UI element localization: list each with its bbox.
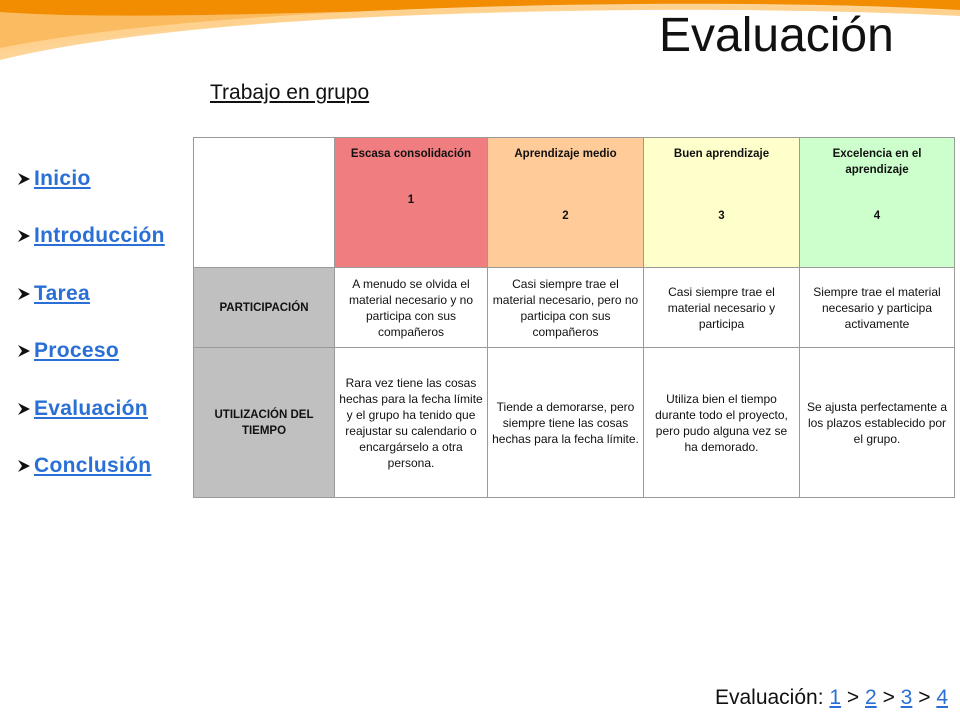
rubric-cell: Casi siempre trae el material necesario y participa: [644, 268, 800, 348]
page-link-3[interactable]: 3: [900, 686, 913, 709]
level-3-header: [644, 138, 800, 268]
rubric-cell: A menudo se olvida el material necesario y no participa con sus compañeros: [335, 268, 488, 348]
arrow-bullet-icon: [16, 458, 32, 474]
rubric-cell: Tiende a demorarse, pero siempre tiene las cosas hechas para la fecha límite.: [488, 348, 644, 498]
pagination-separator: >: [882, 686, 895, 709]
pagination-label: Evaluación:: [714, 686, 824, 709]
page-link-4[interactable]: 4: [936, 686, 948, 709]
nav-item-evaluacion: [16, 380, 165, 438]
level-score: 2: [562, 210, 569, 222]
rubric-cell: Casi siempre trae el material necesario, pero no participa con sus compañeros: [488, 268, 644, 348]
nav-link-tarea[interactable]: Tarea: [34, 281, 90, 305]
rubric-cell: Rara vez tiene las cosas hechas para la fecha límite y el grupo ha tenido que reajustar su calendario o encargárselo a otra persona.: [335, 348, 488, 498]
page-subtitle: Trabajo en grupo: [210, 81, 370, 104]
level-score: 4: [873, 210, 881, 222]
nav-link-inicio[interactable]: Inicio: [34, 166, 91, 190]
nav-item-inicio: [16, 150, 165, 208]
page-link-2[interactable]: 2: [865, 686, 877, 709]
nav-link-evaluacion[interactable]: Evaluación: [34, 396, 148, 420]
level-2-header: [488, 138, 644, 268]
level-label: Escasa consolidación: [350, 148, 472, 160]
level-4-header: [800, 138, 955, 268]
side-nav: [16, 150, 165, 495]
level-label: Excelencia en el aprendizaje: [832, 148, 922, 176]
level-score: 1: [407, 194, 415, 206]
nav-item-proceso: [16, 323, 165, 381]
nav-item-tarea: [16, 265, 165, 323]
level-score: 3: [718, 210, 725, 222]
nav-link-conclusion[interactable]: Conclusión: [34, 454, 152, 478]
pagination-separator: >: [918, 686, 931, 709]
nav-link-proceso[interactable]: Proceso: [34, 339, 119, 363]
rubric-corner-cell: [194, 138, 335, 268]
rubric-row-tiempo: [194, 348, 955, 498]
level-1-header: [335, 138, 488, 268]
arrow-bullet-icon: [16, 228, 32, 244]
page-pagination: [715, 686, 948, 710]
page-link-1[interactable]: 1: [829, 686, 842, 709]
arrow-bullet-icon: [16, 171, 32, 187]
nav-item-introduccion: [16, 208, 165, 266]
arrow-bullet-icon: [16, 286, 32, 302]
criterion-cell: UTILIZACIÓN DEL TIEMPO: [194, 348, 335, 498]
rubric-header-row: [194, 138, 955, 268]
criterion-cell: PARTICIPACIÓN: [194, 268, 335, 348]
page-title: Evaluación: [659, 9, 894, 62]
rubric-cell: Se ajusta perfectamente a los plazos establecido por el grupo.: [800, 348, 955, 498]
nav-link-introduccion[interactable]: Introducción: [34, 224, 165, 248]
rubric-cell: Utiliza bien el tiempo durante todo el proyecto, pero pudo alguna vez se ha demorado.: [644, 348, 800, 498]
level-label: Aprendizaje medio: [514, 148, 617, 160]
nav-item-conclusion: [16, 438, 165, 496]
pagination-separator: >: [846, 686, 860, 709]
rubric-row-participacion: [194, 268, 955, 348]
rubric-cell: Siempre trae el material necesario y participa activamente: [800, 268, 955, 348]
arrow-bullet-icon: [16, 343, 32, 359]
level-label: Buen aprendizaje: [673, 148, 770, 160]
arrow-bullet-icon: [16, 401, 32, 417]
rubric-table: [193, 137, 955, 498]
